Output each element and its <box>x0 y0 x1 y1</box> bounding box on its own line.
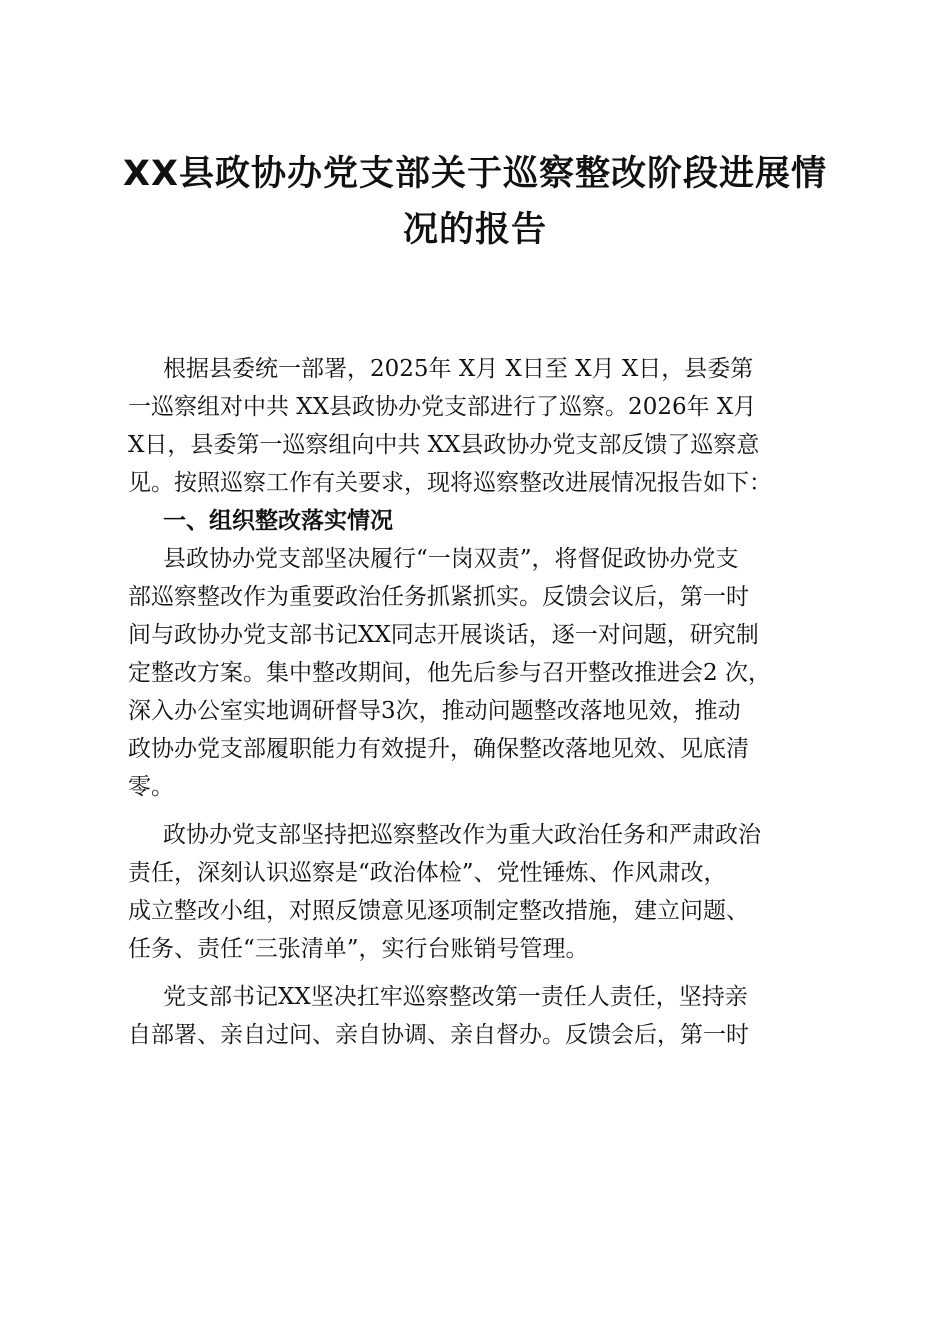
text-line: 部巡察整改作为重要政治任务抓紧抓实。反馈会议后，第一时 <box>128 584 749 610</box>
title-line: XX县政协办党支部关于巡察整改阶段进展情 <box>123 154 827 194</box>
text-line: 定整改方案。集中整改期间，他先后参与召开整改推进会2 次， <box>128 660 771 686</box>
paragraph-secretary <box>128 978 828 1054</box>
text-line: 县政协办党支部坚决履行“一岗双责”，将督促政协办党支 <box>163 546 739 572</box>
document-title <box>120 146 830 258</box>
text-line: 见。按照巡察工作有关要求，现将巡察整改进展情况报告如下： <box>128 470 772 496</box>
paragraph-spacer <box>128 968 828 978</box>
text-line: 政协办党支部履职能力有效提升，确保整改落地见效、见底清 <box>128 736 749 762</box>
text-line: 一巡察组对中共 XX县政协办党支部进行了巡察。2026年 X月 <box>128 394 757 420</box>
text-line: 政协办党支部坚持把巡察整改作为重大政治任务和严肃政治 <box>163 822 761 848</box>
text-line: 间与政协办党支部书记XX同志开展谈话，逐一对问题，研究制 <box>128 622 759 648</box>
paragraph-intro <box>128 350 828 502</box>
title-line: 况的报告 <box>402 210 547 250</box>
text-line: 深入办公室实地调研督导3次，推动问题整改落地见效，推动 <box>128 698 741 724</box>
text-line: 自部署、亲自过问、亲自协调、亲自督办。反馈会后，第一时 <box>128 1022 749 1048</box>
text-line: 党支部书记XX坚决扛牢巡察整改第一责任人责任，坚持亲 <box>163 984 748 1010</box>
text-line: X日，县委第一巡察组向中共 XX县政协办党支部反馈了巡察意 <box>128 432 760 458</box>
text-line: 根据县委统一部署，2025年 X月 X日至 X月 X日，县委第 <box>163 356 754 382</box>
text-line: 零。 <box>128 774 174 800</box>
document-body <box>128 350 828 1054</box>
paragraph-political-task <box>128 816 828 968</box>
section-heading <box>128 502 828 540</box>
heading-text: 一、组织整改落实情况 <box>163 508 393 534</box>
text-line: 责任，深刻认识巡察是“政治体检”、党性锤炼、作风肃改， <box>128 860 727 886</box>
paragraph-branch-duty <box>128 540 828 806</box>
paragraph-spacer <box>128 806 828 816</box>
text-line: 成立整改小组，对照反馈意见逐项制定整改措施，建立问题、 <box>128 898 749 924</box>
text-line: 任务、责任“三张清单”，实行台账销号管理。 <box>128 936 589 962</box>
